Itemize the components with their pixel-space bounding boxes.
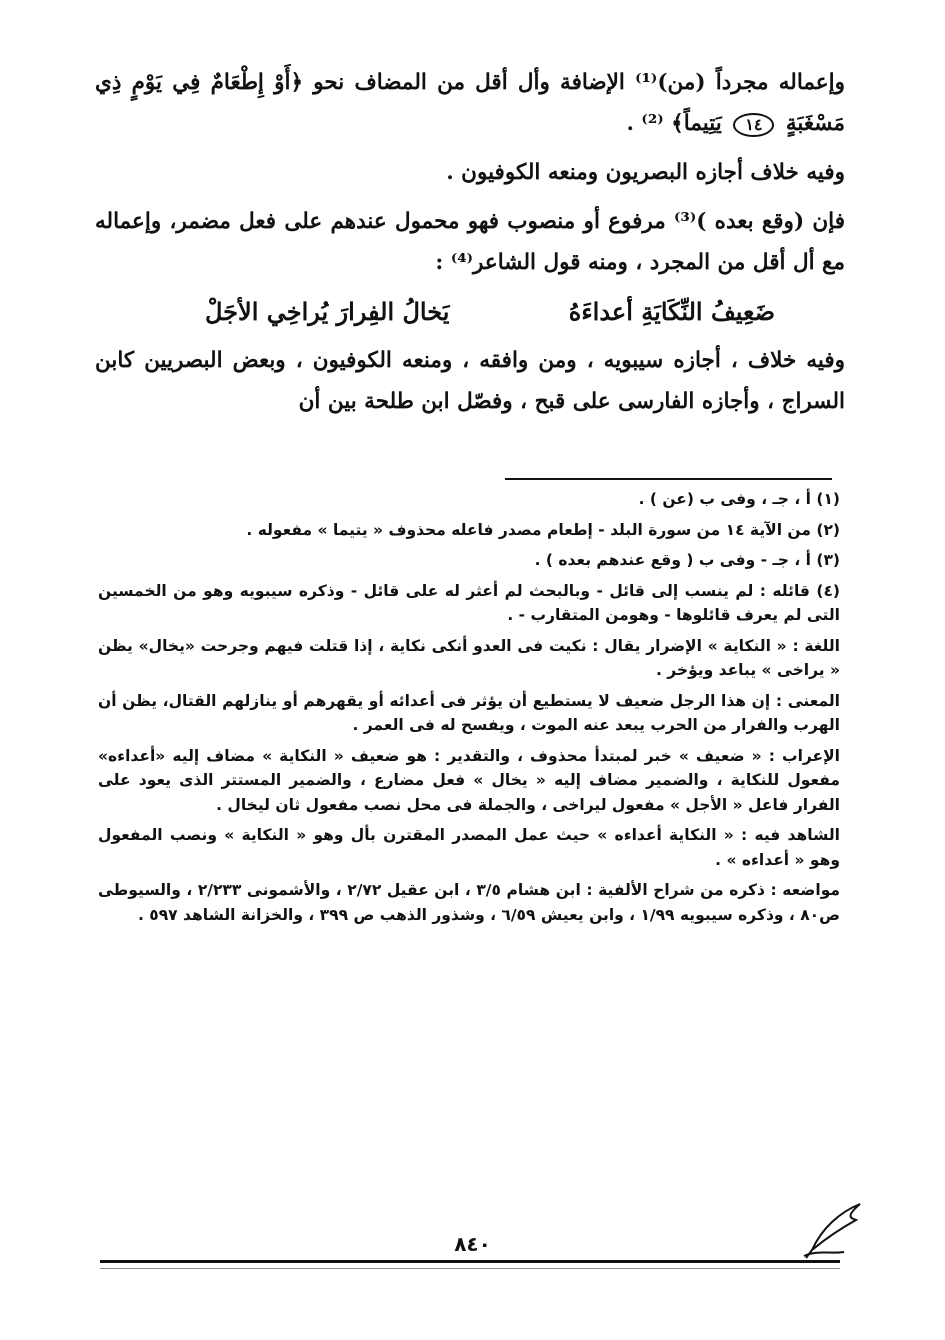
footnote-divider <box>505 478 832 480</box>
footnote-meaning: المعنى : إن هذا الرجل ضعيف لا يستطيع أن يؤثر فى أعدائه أو يقهرهم أو ينازلهم القتال، يظن أن الهرب والفرار من الحرب يبعد عنه الموت ، ويفسح له فى العمر . <box>98 691 840 734</box>
page-number: ٨٤٠ <box>454 1232 491 1256</box>
paragraph-2: وفيه خلاف أجازه البصريون ومنعه الكوفيون . <box>446 160 845 185</box>
poetry-verse <box>95 291 845 332</box>
paragraph-1-text: وإعماله مجرداً (من)⁽¹⁾ الإضافة وأل أقل من المضاف نحو <box>313 70 845 95</box>
quill-pen-icon <box>800 1200 870 1260</box>
paragraph-1-end: ⁽²⁾ . <box>626 111 664 136</box>
main-text <box>95 62 845 430</box>
quran-bracket-open: ﴿ <box>290 70 304 95</box>
paragraph-3: فإن (وقع بعده )⁽³⁾ مرفوع أو منصوب فهو محمول عندهم على فعل مضمر، وإعماله مع أل أقل من المجرد ، ومنه قول الشاعر⁽⁴⁾ : <box>95 209 845 275</box>
footnotes <box>98 487 840 933</box>
footnote-language: اللغة : « النكاية » الإضرار يقال : نكيت فى العدو أنكى نكاية ، إذا قتلت فيهم وجرحت «يخال» يظن « يراخى » يباعد ويؤخر . <box>98 636 840 679</box>
footnote-1: (١) أ ، جـ ، وفى ب (عن ) . <box>638 490 840 508</box>
footnote-4: (٤) قائله : لم ينسب إلى قائل - وبالبحث لم أعثر له على قائل - وذكره سيبويه وهو من الخمسين التى لم يعرف قائلوها - وهومن المتقارب - . <box>98 581 840 624</box>
quran-text-b: يَتِيماً <box>683 111 722 136</box>
paragraph-4: وفيه خلاف ، أجازه سيبويه ، ومن وافقه ، ومنعه الكوفيون ، وبعض البصريين كابن السراج ، وأجازه الفارسى على قبح ، وفصّل ابن طلحة بين أن <box>95 348 845 414</box>
footnote-2: (٢) من الآية ١٤ من سورة البلد - إطعام مصدر فاعله محذوف « يتيما » مفعوله . <box>246 520 840 539</box>
footnote-sources: مواضعه : ذكره من شراح الألفية : ابن هشام ٣/٥ ، ابن عقيل ٢/٧٢ ، والأشمونى ٢/٢٣٣ ، والسيوطى ص٨٠ ، وذكره سيبويه ١/٩٩ ، وابن يعيش ٦/٥٩ ، وشذور الذهب ص ٣٩٩ ، والخزانة الشاهد ٥٩٧ . <box>98 881 841 924</box>
paragraph-1 <box>95 62 845 144</box>
aya-number-badge: ١٤ <box>733 113 774 137</box>
footnote-parsing: الإعراب : « ضعيف » خبر لمبتدأ محذوف ، والتقدير : هو ضعيف « النكاية » مضاف إليه «أعداءه» مفعول للنكاية ، والضمير مضاف إليه « يخال » فعل مضارع ، والضمير المستتر الذى يعود على الفرار فاعل « الأجل » مفعول ليراخى ، والجملة فى محل نصب مفعول ثان ليخال . <box>98 746 840 814</box>
footnote-3: (٣) أ ، جـ - وفى ب ( وقع عندهم بعده ) . <box>534 551 840 569</box>
quran-text-a: أَوْ إِطْعَامٌ فِي يَوْمٍ ذِي مَسْغَبَةٍ <box>95 70 845 136</box>
footnote-evidence: الشاهد فيه : « النكاية أعداءه » حيث عمل المصدر المقترن بأل وهو « النكاية » ونصب المفعول وهو « أعداءه » . <box>98 826 840 869</box>
footer-rule-thin <box>100 1268 840 1269</box>
verse-second-hemistich: يَخالُ الفِرارَ يُراخِي الأجَلْ <box>205 297 450 326</box>
footer-rule <box>100 1260 840 1263</box>
verse-first-hemistich: ضَعِيفُ النِّكَايَةِ أعداءَهُ <box>568 297 775 326</box>
quran-bracket-close: ﴾ <box>671 111 684 136</box>
